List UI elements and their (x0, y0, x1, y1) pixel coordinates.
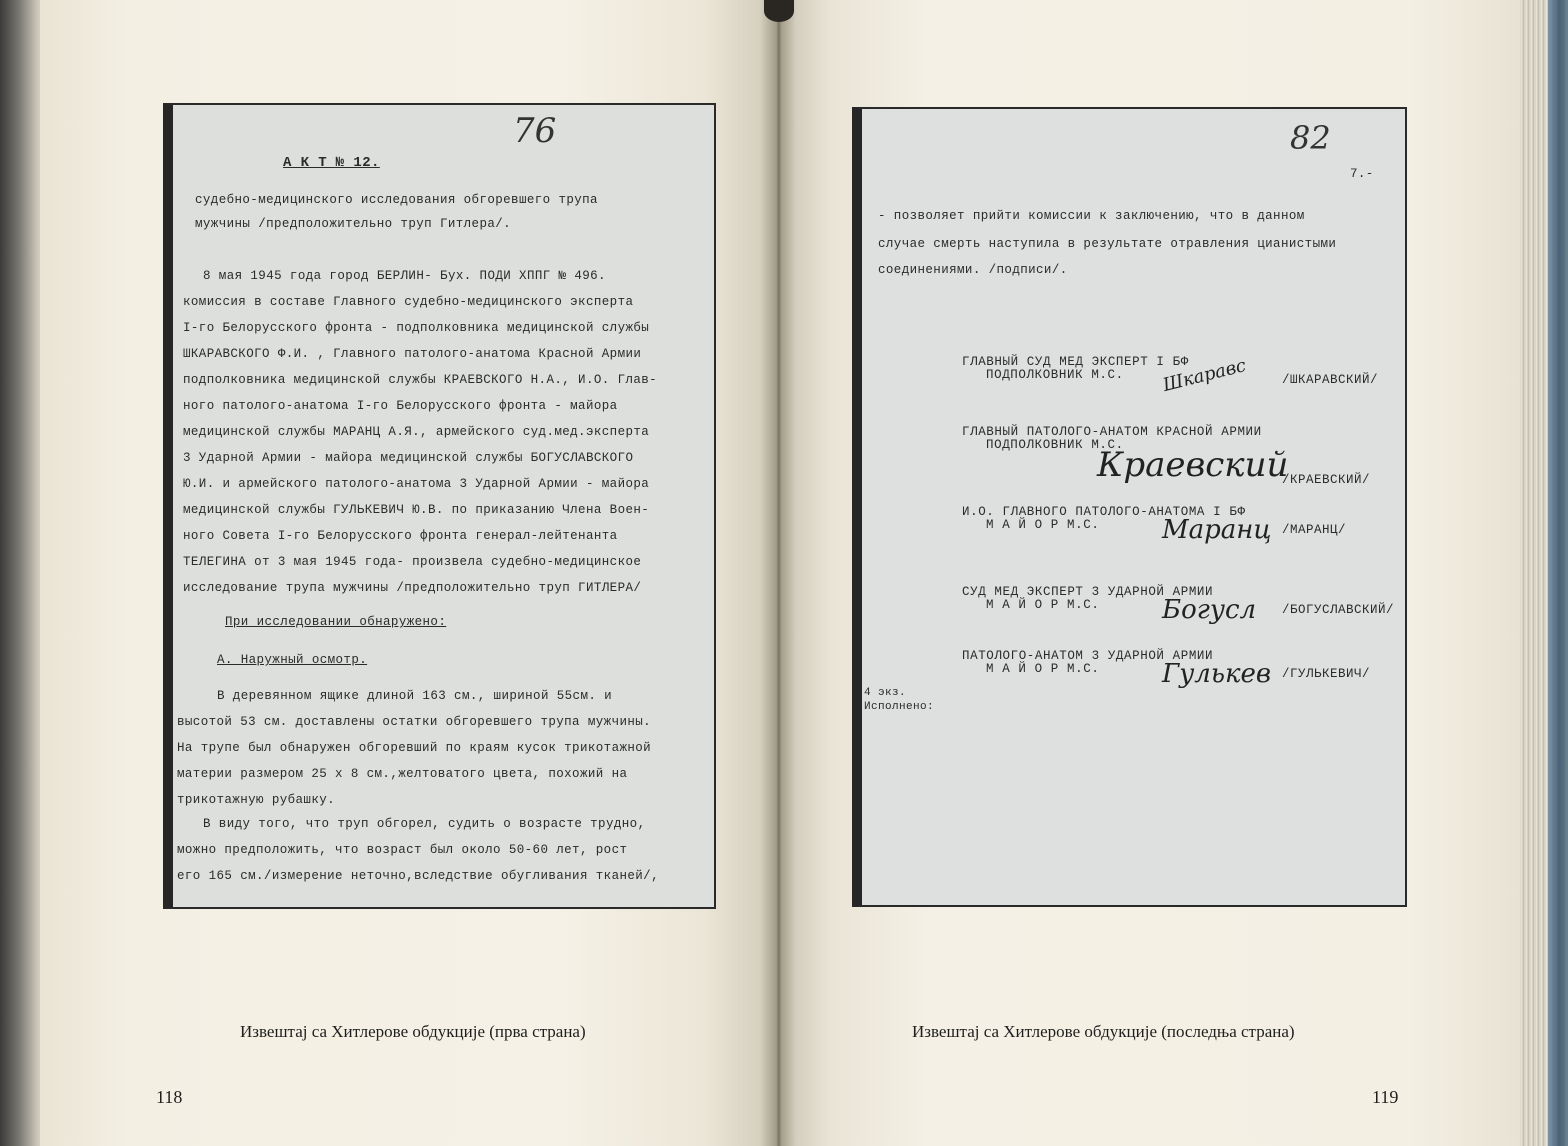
signature-rank: М А Й О Р М.С. (986, 518, 1100, 532)
handwritten-signature: Богусл (1162, 595, 1257, 625)
document-line: комиссия в составе Главного судебно-медицинского эксперта (183, 295, 634, 309)
handwritten-page-number: 82 (1290, 119, 1331, 157)
autopsy-document-last-page (852, 107, 1407, 907)
book-cover-edge (1548, 0, 1568, 1146)
document-line: В виду того, что труп обгорел, судить о возрасте трудно, (203, 817, 646, 831)
typed-page-mark: 7.- (1350, 167, 1374, 181)
document-line: 3 Ударной Армии - майора медицинской службы БОГУСЛАВСКОГО (183, 451, 634, 465)
copies-note: 4 экз. (864, 687, 907, 699)
handwritten-signature: Шкаравс (1160, 355, 1249, 396)
document-line: подполковника медицинской службы КРАЕВСКОГО Н.А., И.О. Глав- (183, 373, 658, 387)
document-line: ного Совета I-го Белорусского фронта генерал-лейтенанта (183, 529, 618, 543)
book-gutter (760, 0, 796, 1146)
document-line: 8 мая 1945 года город БЕРЛИН- Бух. ПОДИ ХППГ № 496. (203, 269, 606, 283)
signature-name: /МАРАНЦ/ (1282, 523, 1347, 537)
signature-rank: ПОДПОЛКОВНИК М.С. (986, 368, 1124, 382)
document-line: высотой 53 см. доставлены остатки обгоревшего трупа мужчины. (177, 715, 652, 729)
signature-title: СУД МЕД ЭКСПЕРТ 3 УДАРНОЙ АРМИИ (962, 585, 1214, 599)
document-line: судебно-медицинского исследования обгоревшего трупа (195, 193, 598, 207)
document-line: материи размером 25 х 8 см.,желтоватого цвета, похожий на (177, 767, 628, 781)
document-line: А. Наружный осмотр. (217, 653, 368, 667)
signature-rank: ПОДПОЛКОВНИК М.С. (986, 438, 1124, 452)
document-line: соединениями. /подписи/. (878, 263, 1068, 277)
document-line: мужчины /предположительно труп Гитлера/. (195, 217, 512, 231)
signature-name: /ШКАРАВСКИЙ/ (1282, 373, 1379, 387)
document-line: ного патолого-анатома I-го Белорусского фронта - майора (183, 399, 618, 413)
document-line: - позволяет прийти комиссии к заключению, что в данном (878, 209, 1305, 223)
document-line: медицинской службы МАРАНЦ А.Я., армейского суд.мед.эксперта (183, 425, 650, 439)
document-line: исследование трупа мужчины /предположительно труп ГИТЛЕРА/ (183, 581, 642, 595)
signature-title: ПАТОЛОГО-АНАТОМ 3 УДАРНОЙ АРМИИ (962, 649, 1214, 663)
document-line: В деревянном ящике длиной 163 см., шириной 55см. и (217, 689, 613, 703)
caption-right: Извештај са Хитлерове обдукције (последња страна) (912, 1022, 1295, 1041)
document-line: А К Т № 12. (283, 155, 380, 171)
document-line: медицинской службы ГУЛЬКЕВИЧ Ю.В. по приказанию Члена Воен- (183, 503, 650, 517)
signature-name: /ГУЛЬКЕВИЧ/ (1282, 667, 1371, 681)
document-line: При исследовании обнаружено: (225, 615, 447, 629)
signature-title: ГЛАВНЫЙ СУД МЕД ЭКСПЕРТ I БФ (962, 355, 1189, 369)
handwritten-page-number: 76 (513, 111, 557, 151)
handwritten-signature: Маранц (1162, 515, 1272, 545)
binding-shadow (764, 0, 794, 22)
signature-rank: М А Й О Р М.С. (986, 598, 1100, 612)
signature-title: И.О. ГЛАВНОГО ПАТОЛОГО-АНАТОМА I БФ (962, 505, 1246, 519)
document-line: ШКАРАВСКОГО Ф.И. , Главного патолого-анатома Красной Армии (183, 347, 642, 361)
document-line: случае смерть наступила в результате отравления цианистыми (878, 237, 1337, 251)
document-line: На трупе был обнаружен обгоревший по краям кусок трикотажной (177, 741, 652, 755)
document-line: I-го Белорусского фронта - подполковника медицинской службы (183, 321, 650, 335)
signature-title: ГЛАВНЫЙ ПАТОЛОГО-АНАТОМ КРАСНОЙ АРМИИ (962, 425, 1262, 439)
document-line: можно предположить, что возраст был около 50-60 лет, рост (177, 843, 628, 857)
page-number-right: 119 (1372, 1087, 1399, 1107)
executed-note: Исполнено: (864, 701, 935, 713)
document-line: Ю.И. и армейского патолого-анатома 3 Ударной Армии - майора (183, 477, 650, 491)
signature-name: /КРАЕВСКИЙ/ (1282, 473, 1371, 487)
document-line: ТЕЛЕГИНА от 3 мая 1945 года- произвела судебно-медицинское (183, 555, 642, 569)
document-line: трикотажную рубашку. (177, 793, 336, 807)
handwritten-signature: Гулькев (1162, 659, 1272, 689)
page-number-left: 118 (156, 1087, 183, 1107)
handwritten-signature: Краевский (1097, 445, 1289, 485)
signature-name: /БОГУСЛАВСКИЙ/ (1282, 603, 1395, 617)
caption-left: Извештај са Хитлерове обдукције (прва страна) (240, 1022, 586, 1041)
autopsy-document-first-page (163, 103, 716, 909)
signature-rank: М А Й О Р М.С. (986, 662, 1100, 676)
document-line: его 165 см./измерение неточно,вследствие обугливания тканей/, (177, 869, 659, 883)
